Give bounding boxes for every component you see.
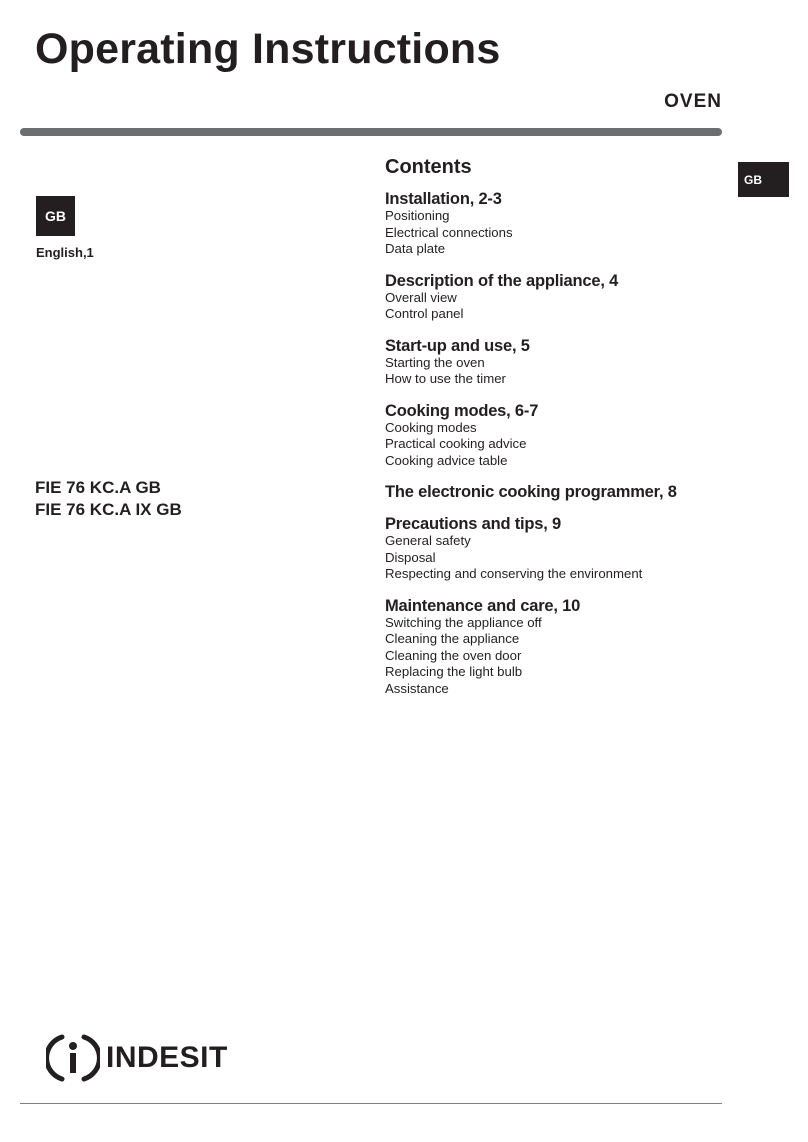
- table-of-contents: [385, 155, 785, 711]
- section-heading: Cooking modes, 6-7: [385, 401, 539, 420]
- model-name: FIE 76 KC.A GB: [35, 478, 161, 497]
- section-item: Practical cooking advice: [385, 436, 527, 451]
- indesit-logo-icon: [46, 1031, 100, 1085]
- section-item: Cooking advice table: [385, 452, 508, 468]
- section-item: Cooking modes: [385, 419, 477, 435]
- section-heading: Precautions and tips, 9: [385, 515, 562, 533]
- contents-section-programmer: [385, 483, 785, 501]
- model-name: FIE 76 KC.A IX GB: [35, 500, 182, 519]
- section-heading: The electronic cooking programmer, 8: [385, 483, 677, 501]
- section-heading: Maintenance and care, 10: [385, 596, 581, 615]
- section-item: General safety: [385, 533, 471, 548]
- brand-logo: [46, 1030, 228, 1085]
- language-label: English,1: [36, 245, 94, 260]
- section-item: Starting the oven: [385, 354, 485, 370]
- section-item: Overall view: [385, 289, 457, 305]
- contents-section-installation: [385, 190, 785, 258]
- section-item: Assistance: [385, 680, 449, 696]
- contents-section-startup: [385, 337, 785, 388]
- contents-title: Contents: [385, 156, 472, 178]
- section-item: Replacing the light bulb: [385, 664, 523, 679]
- section-item: Data plate: [385, 241, 446, 256]
- section-item: Control panel: [385, 306, 464, 321]
- page-title: Operating Instructions: [35, 25, 501, 73]
- contents-section-cooking-modes: [385, 402, 785, 470]
- footer-divider: [20, 1103, 722, 1104]
- section-heading: Installation, 2-3: [385, 190, 502, 208]
- section-item: Switching the appliance off: [385, 614, 542, 630]
- section-heading: Start-up and use, 5: [385, 336, 530, 355]
- section-heading: Description of the appliance, 4: [385, 271, 619, 290]
- product-type: OVEN: [664, 91, 722, 112]
- contents-section-maintenance: [385, 597, 785, 698]
- model-list: [35, 477, 182, 521]
- section-item: Cleaning the oven door: [385, 647, 522, 663]
- contents-section-precautions: [385, 515, 785, 583]
- language-badge: GB: [36, 196, 75, 236]
- section-item: Disposal: [385, 549, 436, 565]
- brand-name: INDESIT: [106, 1040, 228, 1074]
- section-item: Positioning: [385, 208, 450, 223]
- section-item: Respecting and conserving the environment: [385, 566, 643, 581]
- contents-section-description: [385, 272, 785, 323]
- section-item: Electrical connections: [385, 224, 513, 240]
- section-item: How to use the timer: [385, 371, 506, 386]
- header-divider: [20, 128, 722, 136]
- language-side-tab: GB: [738, 162, 789, 197]
- section-item: Cleaning the appliance: [385, 631, 520, 646]
